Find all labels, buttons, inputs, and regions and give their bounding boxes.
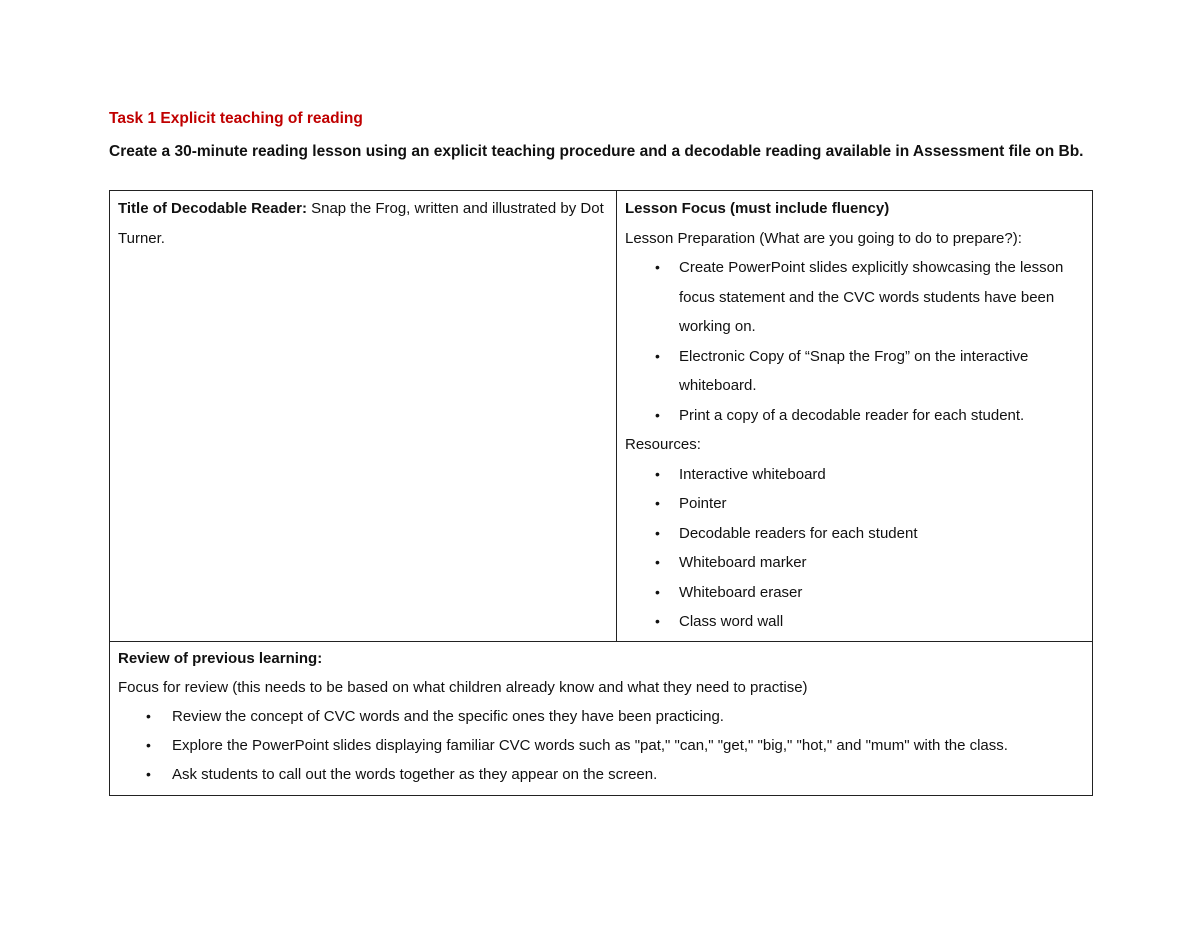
- review-list: [118, 702, 1084, 789]
- reader-value: Snap the Frog, written and illustrated by Dot Turner.: [118, 200, 604, 247]
- table-row: [110, 641, 1093, 795]
- list-item: • Whiteboard marker: [655, 548, 1084, 578]
- list-item: • Electronic Copy of “Snap the Frog” on the interactive whiteboard.: [655, 342, 1084, 401]
- preparation-list: [625, 253, 1084, 430]
- lesson-focus-heading: Lesson Focus (must include fluency): [625, 200, 890, 217]
- review-focus: Focus for review (this needs to be based on what children already know and what they need to practise): [118, 678, 808, 696]
- list-item: • Class word wall: [655, 607, 1084, 637]
- lesson-focus-cell: [617, 191, 1093, 642]
- list-item: • Print a copy of a decodable reader for each student.: [655, 401, 1084, 431]
- list-item: • Explore the PowerPoint slides displaying familiar CVC words such as "pat," "can," "get," "big," "hot," and "mum" with the class.: [146, 731, 1084, 760]
- review-heading: Review of previous learning:: [118, 649, 323, 667]
- list-item: • Pointer: [655, 489, 1084, 519]
- decodable-reader-cell: [110, 191, 617, 642]
- list-item: • Ask students to call out the words together as they appear on the screen.: [146, 760, 1084, 789]
- lesson-plan-table: [109, 190, 1093, 796]
- list-item: • Decodable readers for each student: [655, 519, 1084, 549]
- list-item: • Interactive whiteboard: [655, 460, 1084, 490]
- list-item: • Review the concept of CVC words and the specific ones they have been practicing.: [146, 702, 1084, 731]
- table-row: [110, 191, 1093, 642]
- task-title: Task 1 Explicit teaching of reading: [109, 110, 363, 127]
- lesson-preparation-label: Lesson Preparation (What are you going to do to prepare?):: [625, 229, 1022, 247]
- review-cell: [110, 641, 1093, 795]
- reader-label: Title of Decodable Reader:: [118, 200, 307, 217]
- list-item: • Whiteboard eraser: [655, 578, 1084, 608]
- list-item: • Create PowerPoint slides explicitly showcasing the lesson focus statement and the CVC words students have been working on.: [655, 253, 1084, 342]
- task-instructions: Create a 30-minute reading lesson using an explicit teaching procedure and a decodable reading available in Assessment file on Bb.: [109, 143, 1084, 160]
- resources-label: Resources:: [625, 436, 701, 453]
- resources-list: [625, 460, 1084, 637]
